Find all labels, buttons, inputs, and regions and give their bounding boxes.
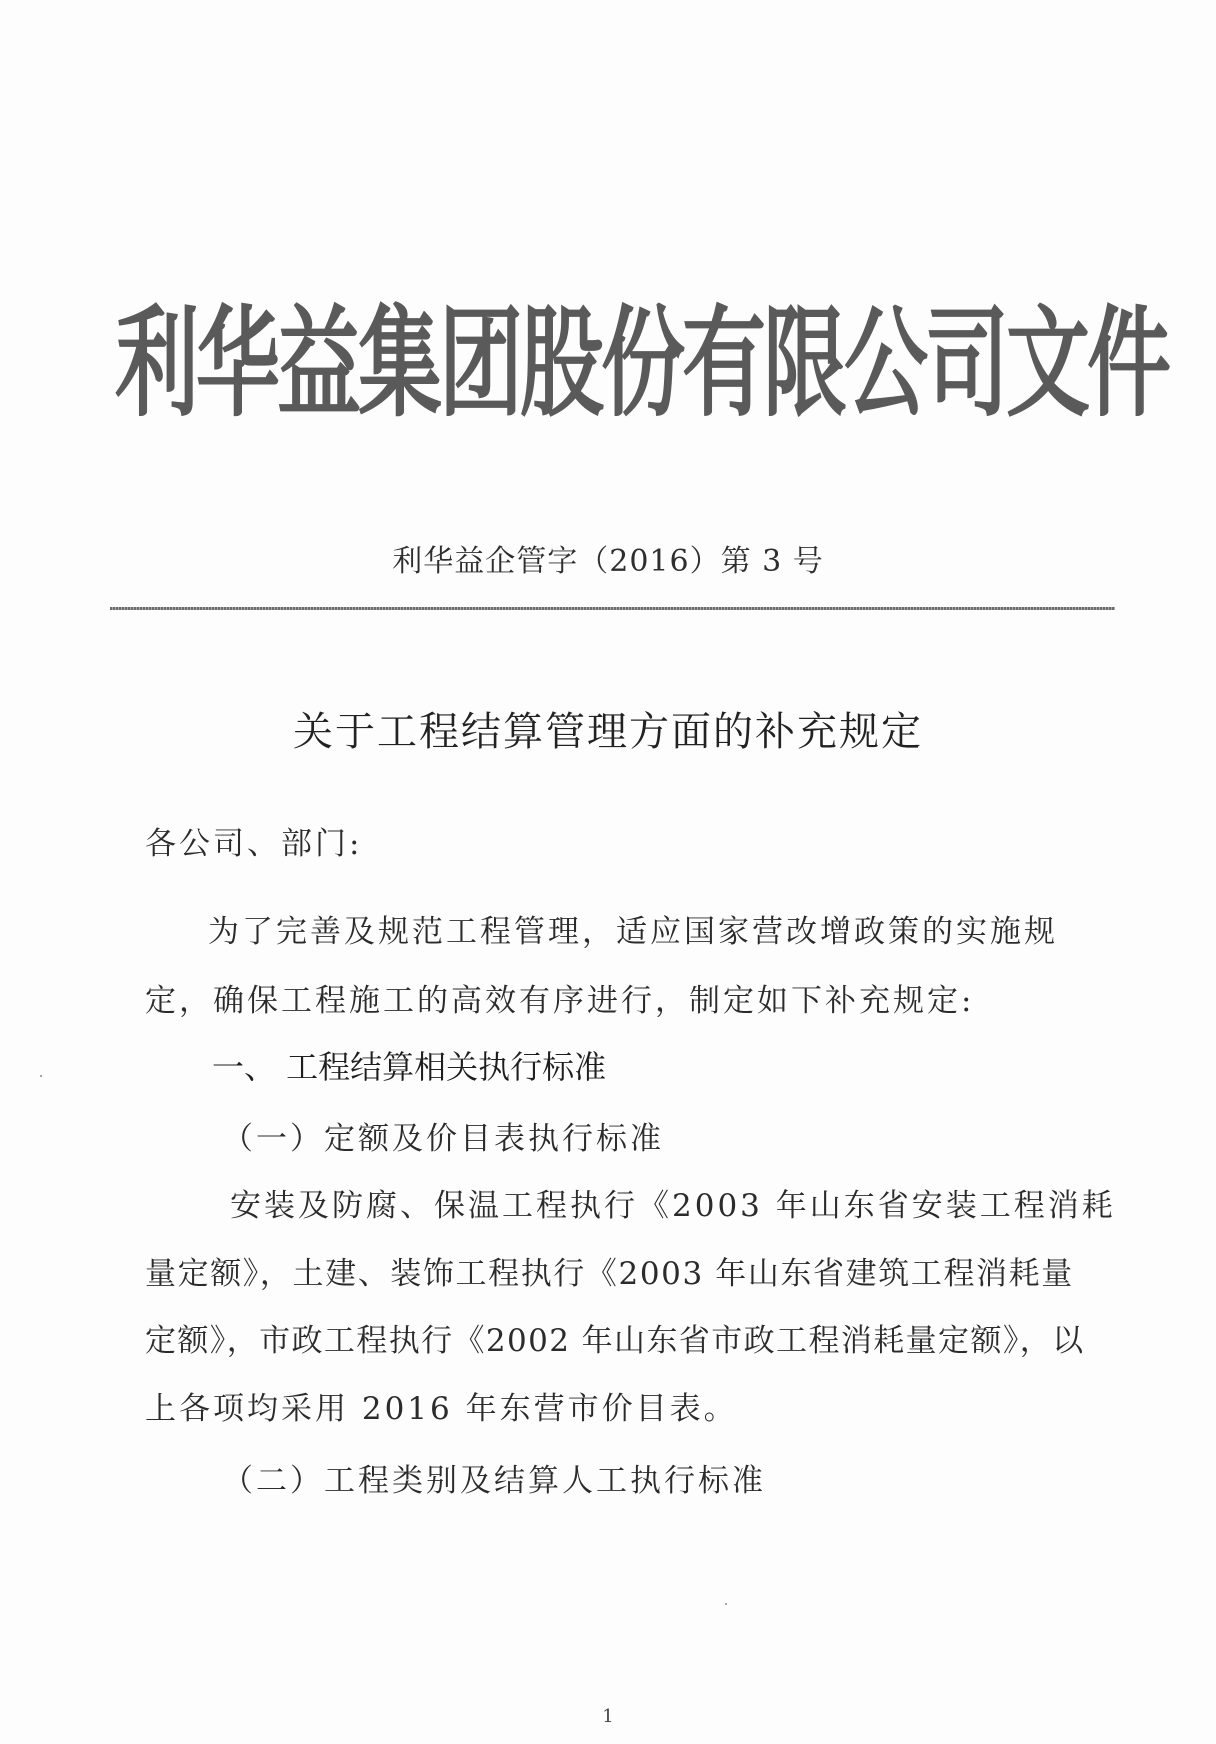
subsection-1-heading: （一）定额及价目表执行标准 — [222, 1121, 664, 1157]
salutation: 各公司、部门: — [145, 826, 363, 862]
page-number: 1 — [602, 1706, 614, 1727]
document-number: 利华益企管字（2016）第 3 号 — [392, 544, 824, 579]
subsection-2-heading: （二）工程类别及结算人工执行标准 — [222, 1463, 766, 1499]
document-title: 关于工程结算管理方面的补充规定 — [293, 709, 923, 755]
subsection-1-line-2: 量定额》，土建、装饰工程执行《2003 年山东省建筑工程消耗量 — [145, 1256, 1074, 1292]
section-1-heading: 一、 工程结算相关执行标准 — [212, 1048, 607, 1086]
intro-line-2: 定，确保工程施工的高效有序进行，制定如下补充规定: — [145, 983, 975, 1019]
scan-speck — [725, 1603, 727, 1605]
subsection-1-line-4: 上各项均采用 2016 年东营市价目表。 — [145, 1391, 738, 1427]
subsection-1-line-1: 安装及防腐、保温工程执行《2003 年山东省安装工程消耗 — [230, 1188, 1116, 1224]
header-divider — [110, 607, 1115, 610]
organization-header: 利华益集团股份有限公司文件 — [115, 293, 1169, 433]
scan-speck — [40, 1075, 42, 1077]
subsection-1-line-3: 定额》，市政工程执行《2002 年山东省市政工程消耗量定额》，以 — [145, 1323, 1085, 1359]
intro-line-1: 为了完善及规范工程管理，适应国家营改增政策的实施规 — [208, 914, 1058, 950]
